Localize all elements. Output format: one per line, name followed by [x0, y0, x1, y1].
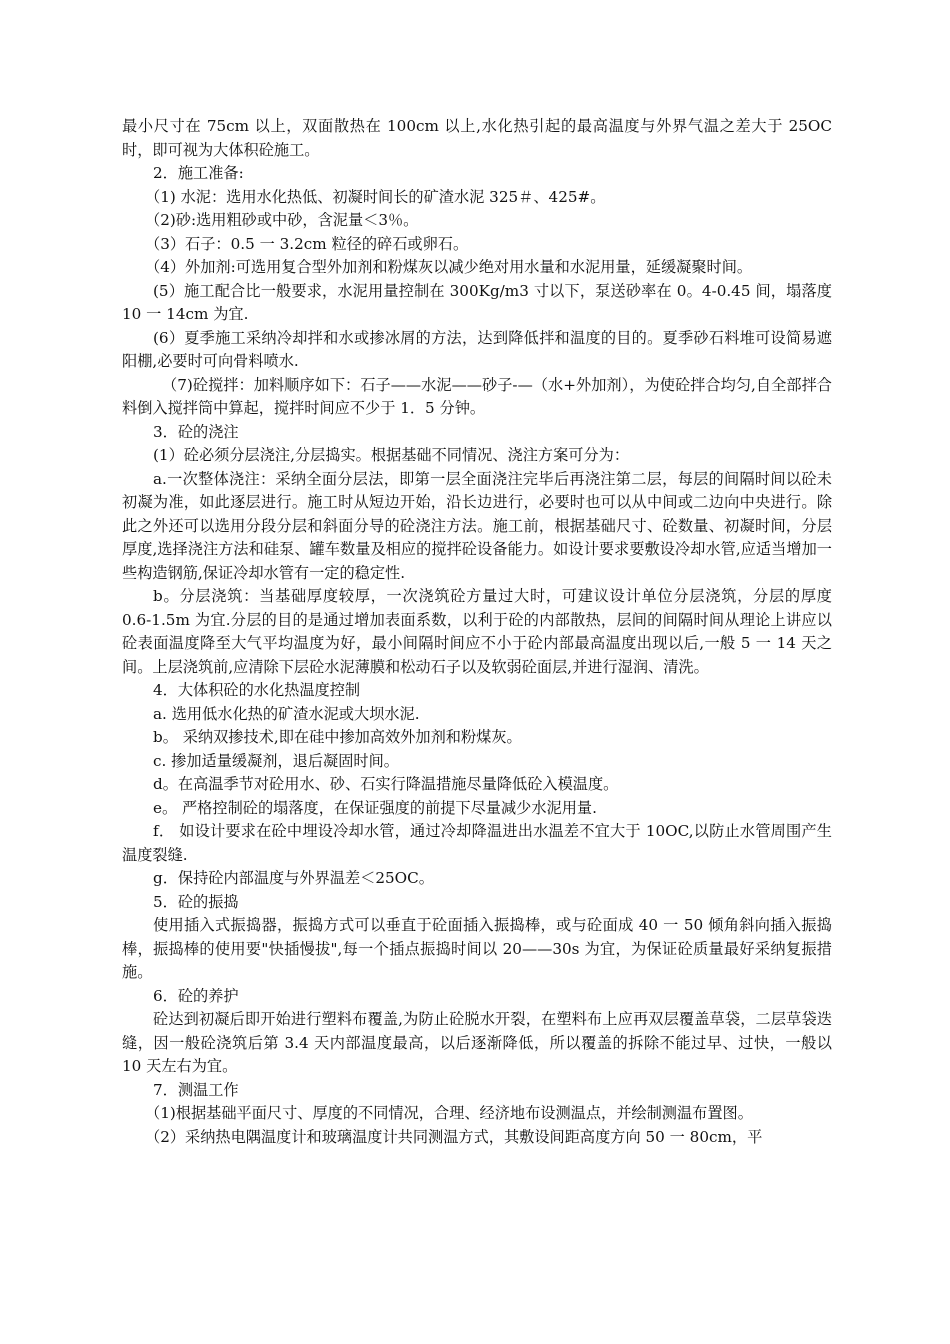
list-item-cement: （1) 水泥：选用水化热低、初凝时间长的矿渣水泥 325＃、425#。 — [145, 187, 606, 206]
list-item-b: b。 采纳双掺技术,即在硅中掺加高效外加剂和粉煤灰。 — [153, 728, 522, 746]
paragraph-intro-continued: 最小尺寸在 75cm 以上，双面散热在 100cm 以上,水化热引起的最高温度与外界气温之差大于 25OC 时，即可视为大体积砼施工。 — [122, 117, 832, 159]
list-item-e: e。 严格控制砼的塌落度，在保证强度的前提下尽量减少水泥用量. — [153, 798, 597, 817]
heading-curing: 6．砼的养护 — [153, 986, 239, 1005]
list-item-mix-ratio: (5）施工配合比一般要求，水泥用量控制在 300Kg/m3 寸以下，泵送砂率在 0。4-0.45 间，塌落度 10 一 14cm 为宜. — [122, 281, 832, 323]
heading-temperature-measurement: 7．测温工作 — [153, 1080, 239, 1099]
paragraph-vibration: 使用插入式振捣器，振捣方式可以垂直于砼面插入振捣棒，或与砼面成 40 一 50 倾角斜向插入振捣棒，振捣棒的使用要"快插慢拔",每一个插点振捣时间以 20——30s 为宜，为保证砼质量最好采纳复振措施。 — [122, 916, 832, 981]
list-item-thermometers: （2）采纳热电隅温度计和玻璃温度计共同测温方式，其敷设间距高度方向 50 一 80cm，平 — [145, 1127, 763, 1146]
paragraph-curing: 砼达到初凝后即开始进行塑料布覆盖,为防止砼脱水开裂，在塑料布上应再双层覆盖草袋，二层草袋迭缝，因一般砼浇筑后第 3.4 天内部温度最高，以后逐渐降低，所以覆盖的拆除不能过早、过快，一般以 10 天左右为宜。 — [122, 1010, 832, 1075]
list-item-f: f． 如设计要求在砼中埋设冷却水管，通过冷却降温进出水温差不宜大于 10OC,以防止水管周围产生温度裂缝. — [122, 822, 832, 864]
heading-vibration: 5．砼的振捣 — [153, 892, 239, 911]
list-item-d: d。在高温季节对砼用水、砂、石实行降温措施尽量降低砼入模温度。 — [153, 775, 619, 793]
list-item-measurement-points: （1)根据基础平面尺寸、厚度的不同情况，合理、经济地布设测温点，并绘制测温布置图。 — [145, 1104, 753, 1122]
list-item-sand: （2)砂:选用粗砂或中砂，含泥量＜3％。 — [145, 211, 419, 229]
list-item-layer-pouring: b。分层浇筑：当基础厚度较厚，一次浇筑砼方量过大时，可建议设计单位分层浇筑，分层的厚度 0.6-1.5m 为宜.分层的目的是通过增加表面系数，以利于砼的内部散热，层间的间隔时间从理论上讲应以砼表面温度降至大气平均温度为好，最小间隔时间应不小于砼内部最高温度出现以后,一般 5 一 14 天之间。上层浇筑前,应清除下层砼水泥薄膜和松动石子以及软弱砼面层,并进行湿润、清洗。 — [122, 587, 832, 676]
document-body — [122, 115, 832, 1149]
paragraph-layered-pouring: (1）砼必须分层浇注,分层捣实。根据基础不同情况、浇注方案可分为： — [153, 446, 630, 464]
list-item-summer-cooling: (6）夏季施工采纳冷却拌和水或掺冰屑的方法，达到降低拌和温度的目的。夏季砂石料堆可设简易遮阳棚,必要时可向骨料喷水. — [122, 328, 832, 370]
list-item-admixture: （4）外加剂:可选用复合型外加剂和粉煤灰以减少绝对用水量和水泥用量，延缓凝聚时间。 — [145, 258, 753, 276]
list-item-a: a. 选用低水化热的矿渣水泥或大坝水泥. — [153, 704, 420, 723]
list-item-stone: （3）石子：0.5 一 3.2cm 粒径的碎石或卵石。 — [145, 234, 469, 253]
list-item-mixing: （7)砼搅拌：加料顺序如下：石子——水泥——砂子-—（水+外加剂），为使砼拌合均匀,自全部拌合料倒入搅拌筒中算起，搅拌时间应不少于 1．5 分钟。 — [122, 375, 832, 417]
list-item-c: c. 掺加适量缓凝剂，退后凝固时间。 — [153, 751, 399, 770]
list-item-g: g．保持砼内部温度与外界温差＜25OC。 — [153, 869, 434, 887]
heading-construction-preparation: 2．施工准备: — [153, 164, 244, 182]
heading-temperature-control: 4．大体积砼的水化热温度控制 — [153, 681, 361, 699]
list-item-whole-pouring: a.一次整体浇注：采纳全面分层法，即第一层全面浇注完毕后再浇注第二层，每层的间隔时间以砼未初凝为准，如此逐层进行。施工时从短边开始，沿长边进行，必要时也可以从中间或二边向中央进行。除此之外还可以选用分段分层和斜面分导的砼浇注方法。施工前，根据基础尺寸、砼数量、初凝时间，分层厚度,选择浇注方法和硅泵、罐车数量及相应的搅拌砼设备能力。如设计要求要敷设冷却水管,应适当增加一些构造钢筋,保证冷却水管有一定的稳定性. — [122, 469, 832, 582]
heading-pouring: 3．砼的浇注 — [153, 422, 239, 441]
